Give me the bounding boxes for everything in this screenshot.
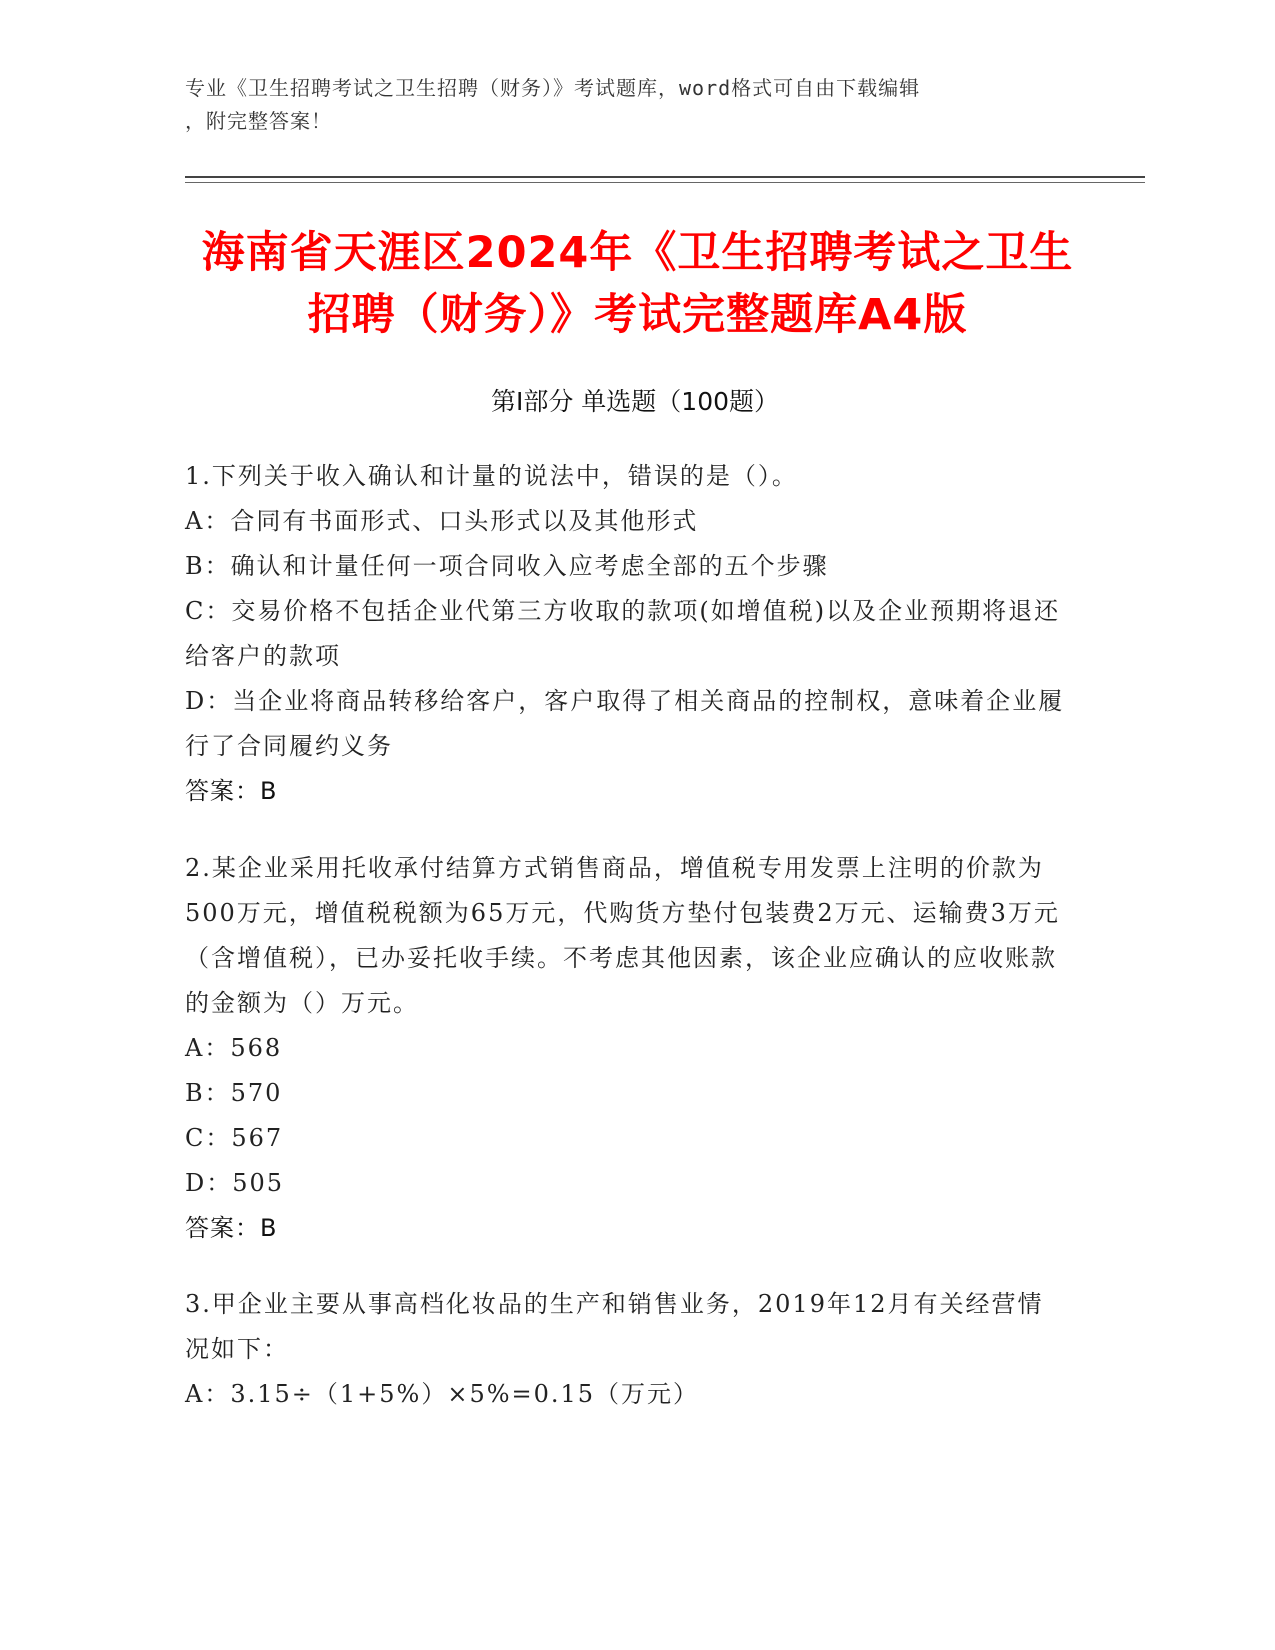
question-1 bbox=[185, 454, 1065, 814]
header-rule-thick bbox=[185, 176, 1145, 178]
header-note bbox=[185, 72, 1065, 138]
document-title-line-1: 海南省天涯区2024年《卫生招聘考试之卫生 bbox=[201, 228, 1074, 278]
option-b: B：确认和计量任何一项合同收入应考虑全部的五个步骤 bbox=[185, 552, 829, 580]
header-note-line-1: 专业《卫生招聘考试之卫生招聘（财务）》考试题库，word格式可自由下载编辑 bbox=[185, 76, 921, 100]
question-3 bbox=[185, 1282, 1065, 1417]
question-stem: 1.下列关于收入确认和计量的说法中，错误的是（）。 bbox=[185, 462, 798, 490]
option-a: A：568 bbox=[185, 1034, 283, 1062]
option-c: C：交易价格不包括企业代第三方收取的款项(如增值税)以及企业预期将退还给客户的款项 bbox=[185, 597, 1061, 670]
question-stem: 2.某企业采用托收承付结算方式销售商品，增值税专用发票上注明的价款为500万元，增值税税额为65万元，代购货方垫付包装费2万元、运输费3万元（含增值税），已办妥托收手续。不考虑其他因素，该企业应确认的应收账款的金额为（）万元。 bbox=[185, 854, 1060, 1017]
answer: 答案：B bbox=[185, 777, 278, 805]
document-title bbox=[160, 222, 1115, 346]
option-b: B：570 bbox=[185, 1079, 283, 1107]
header-note-line-2: ，附完整答案！ bbox=[185, 109, 332, 133]
option-a: A：3.15÷（1+5%）×5%=0.15（万元） bbox=[185, 1380, 700, 1408]
header-rule-thin bbox=[185, 182, 1145, 183]
question-stem: 3.甲企业主要从事高档化妆品的生产和销售业务，2019年12月有关经营情况如下： bbox=[185, 1290, 1044, 1363]
document-title-line-2: 招聘（财务）》考试完整题库A4版 bbox=[307, 290, 968, 340]
option-d: D：当企业将商品转移给客户，客户取得了相关商品的控制权，意味着企业履行了合同履约义务 bbox=[185, 687, 1065, 760]
option-c: C：567 bbox=[185, 1124, 284, 1152]
option-a: A：合同有书面形式、口头形式以及其他形式 bbox=[185, 507, 699, 535]
answer: 答案：B bbox=[185, 1214, 278, 1242]
section-heading: 第I部分 单选题（100题） bbox=[490, 387, 780, 416]
question-2 bbox=[185, 846, 1065, 1251]
option-d: D：505 bbox=[185, 1169, 285, 1197]
